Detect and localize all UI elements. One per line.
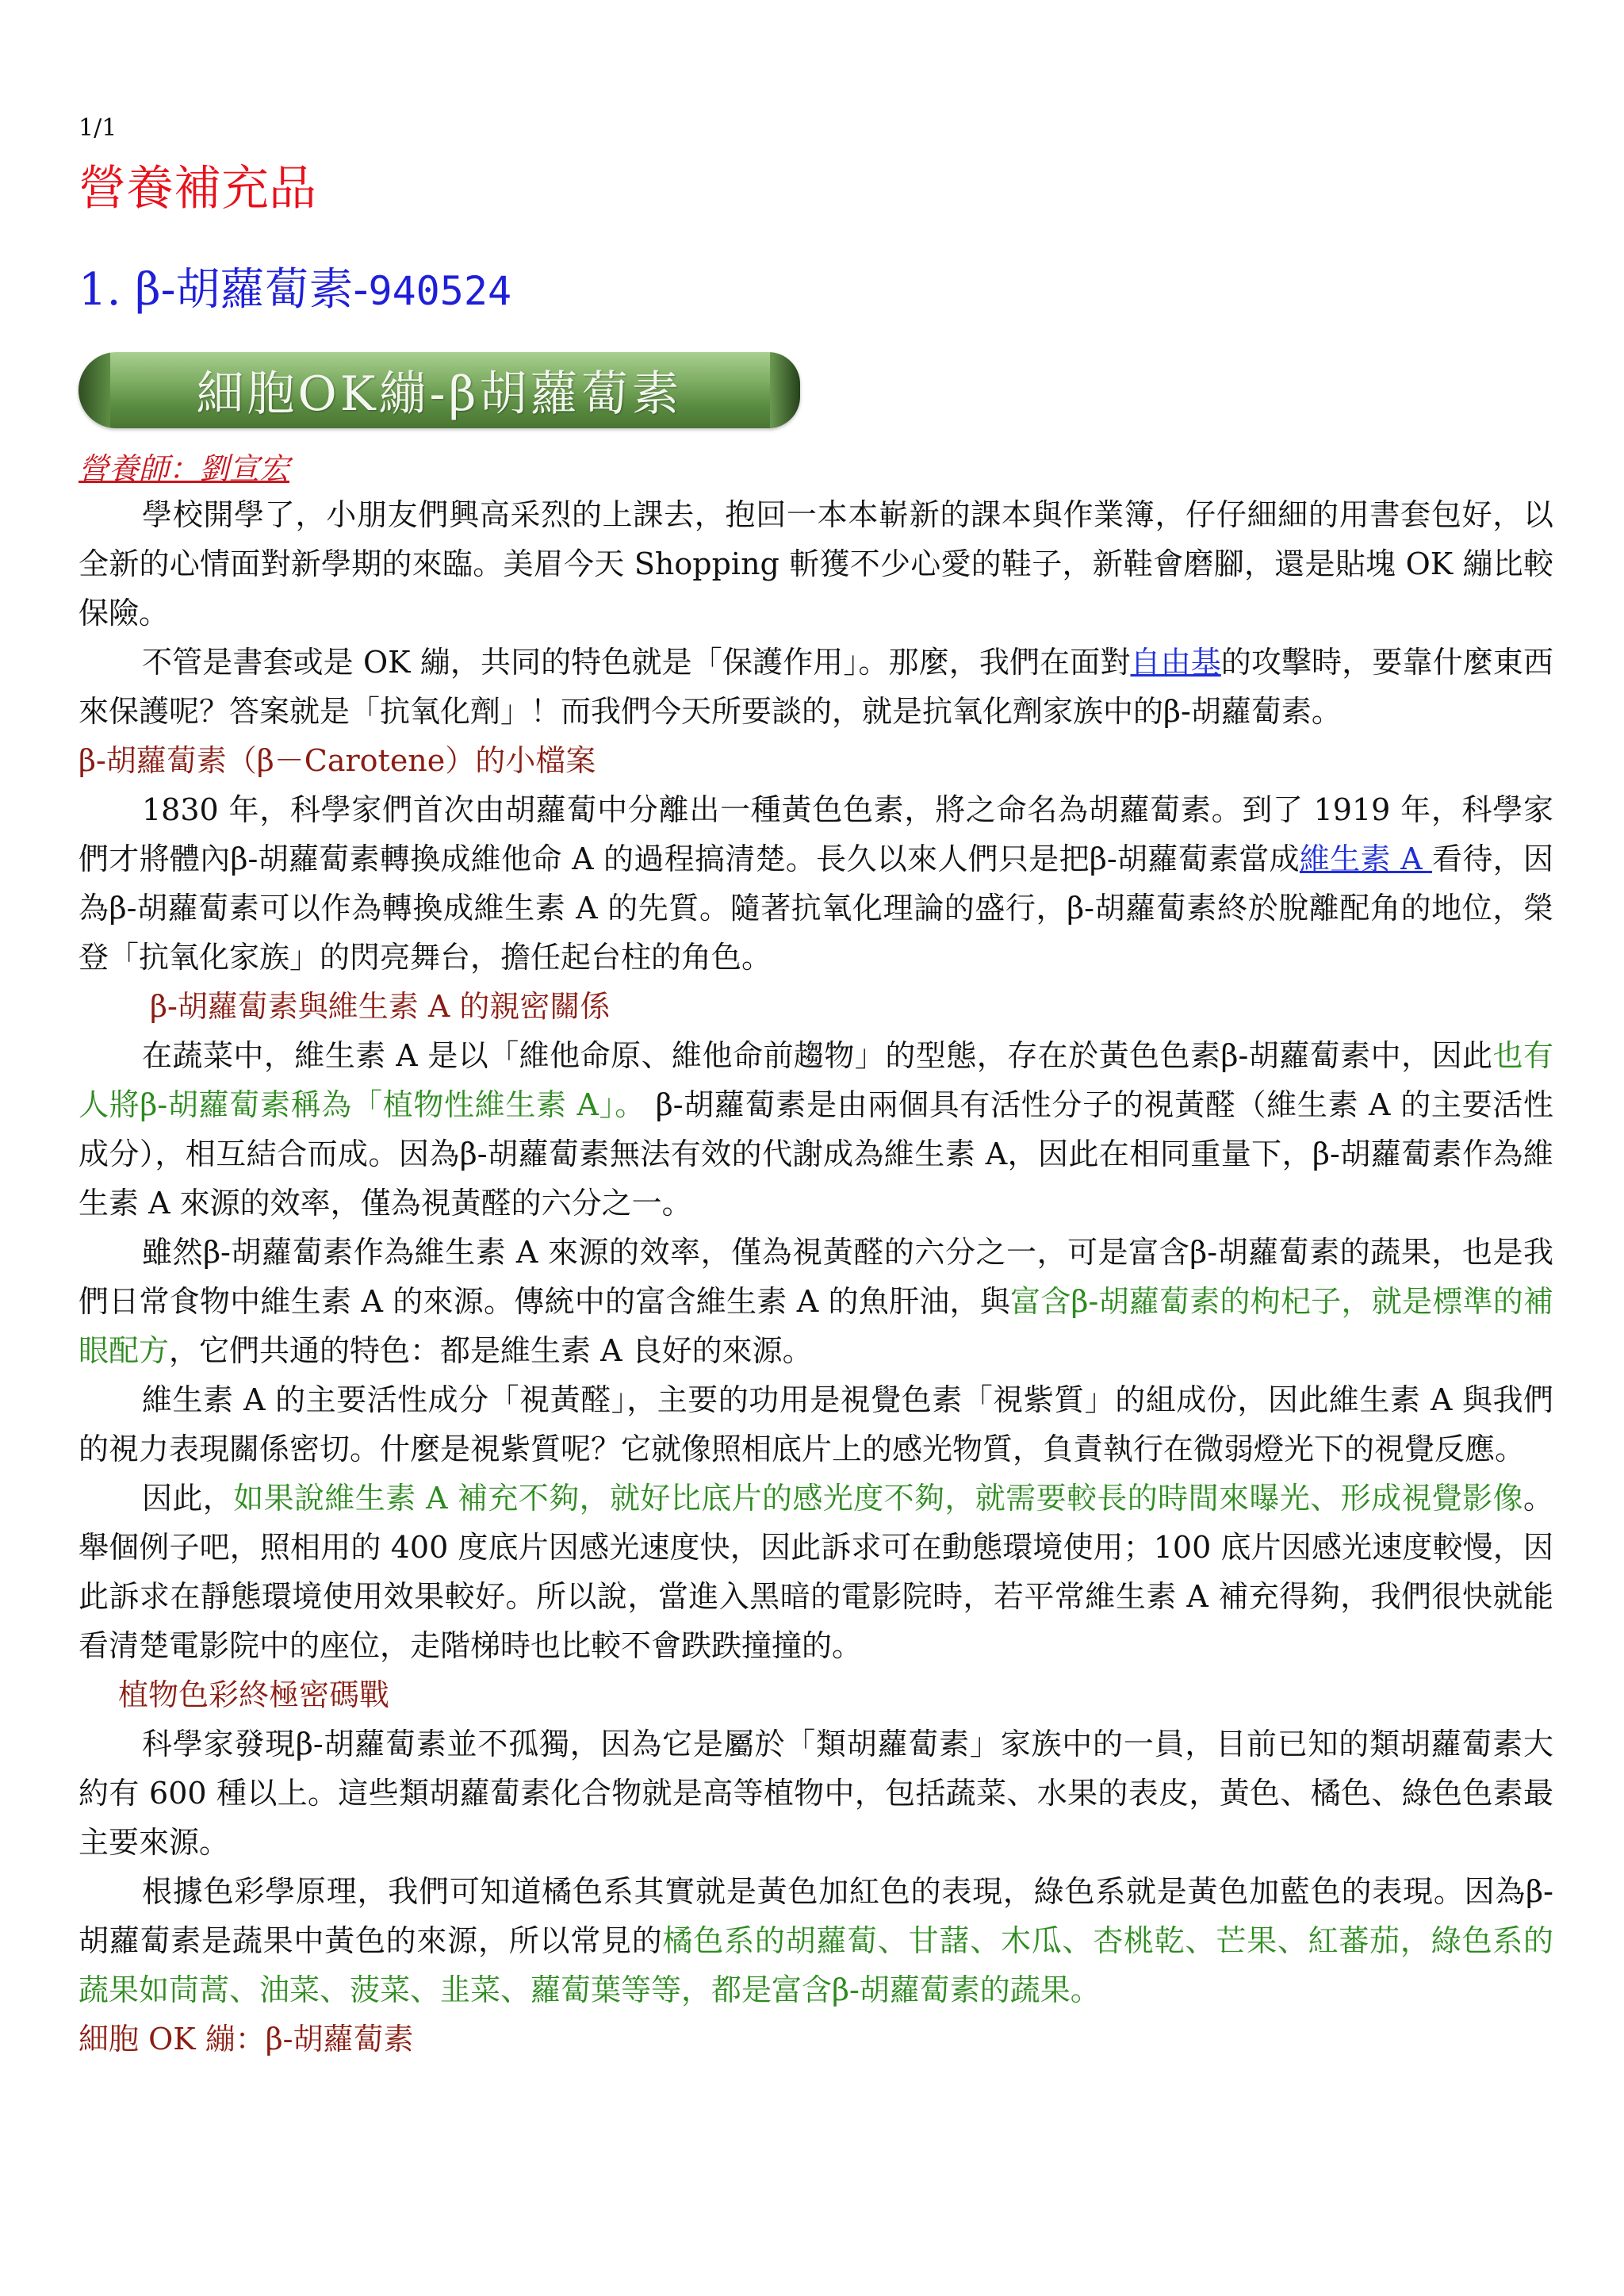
text: 。舉個例子吧，照相用的 400 度底片因感光速度快，因此訴求可在動態環境使用；100 底片因感光速度較慢，因此訴求在靜態環境使用效果較好。所以說，當進入黑暗的電影院時，若平常維生素 A 補充得夠，我們很快就能看清楚電影院中的座位，走階梯時也比較不會跌跌撞撞的。 (79, 1481, 1553, 1663)
author-link[interactable]: 營養師：劉宣宏 (79, 451, 290, 486)
page-number: 1/1 (79, 114, 117, 142)
vitamin-a-link[interactable]: 維生素 A (1299, 841, 1433, 876)
subheading-ok-bandage: 細胞 OK 繃：β-胡蘿蔔素 (79, 2022, 414, 2056)
paragraph-history (79, 785, 1553, 982)
text: β-胡蘿蔔素是由兩個具有活性分子的視黃醛（維生素 A 的主要活性成分），相互結合而成。因為β-胡蘿蔔素無法有效的代謝成為維生素 A，因此在相同重量下，β-胡蘿蔔素作為維生素 A 來源的效率，僅為視黃醛的六分之一。 (79, 1087, 1553, 1221)
article-body (79, 490, 1553, 2064)
section-number: 1. (79, 264, 121, 316)
highlight-text: 也有人將β-胡蘿蔔素稱為「植物性維生素 A」。 (79, 1038, 1553, 1122)
subheading-profile: β-胡蘿蔔素（β－Carotene）的小檔案 (79, 743, 596, 778)
text: 根據色彩學原理，我們可知道橘色系其實就是黃色加紅色的表現，綠色系就是黃色加藍色的表現。因為β-胡蘿蔔素是蔬果中黃色的來源，所以常見的 (79, 1874, 1553, 1958)
free-radical-link[interactable]: 自由基 (1130, 645, 1221, 680)
article-banner (79, 352, 800, 428)
text: 因此， (142, 1481, 234, 1516)
paragraph-intro-text: 學校開學了，小朋友們興高采烈的上課去，抱回一本本嶄新的課本與作業簿，仔仔細細的用書套包好，以全新的心情面對新學期的來臨。美眉今天 Shopping 斬獲不少心愛的鞋子，新鞋會磨腳，還是貼塊 OK 繃比較保險。 (79, 497, 1553, 631)
highlight-text: 如果說維生素 A 補充不夠，就好比底片的感光度不夠，就需要較長的時間來曝光、形成視覺影像 (233, 1481, 1523, 1516)
paragraph-relation (79, 1031, 1553, 1228)
text: 1830 年，科學家們首次由胡蘿蔔中分離出一種黃色色素，將之命名為胡蘿蔔素。到了 1919 年，科學家們才將體內β-胡蘿蔔素轉換成維他命 A 的過程搞清楚。長久以來人們只是把β-胡蘿蔔素當成 (79, 792, 1553, 876)
section-heading (79, 264, 512, 316)
text: 看待，因為β-胡蘿蔔素可以作為轉換成維生素 A 的先質。隨著抗氧化理論的盛行，β-胡蘿蔔素終於脫離配角的地位，榮登「抗氧化家族」的閃亮舞台，擔任起台柱的角色。 (79, 841, 1553, 975)
text: 雖然β-胡蘿蔔素作為維生素 A 來源的效率，僅為視黃醛的六分之一，可是富含β-胡蘿蔔素的蔬果，也是我們日常食物中維生素 A 的來源。傳統中的富含維生素 A 的魚肝油，與 (79, 1235, 1553, 1319)
paragraph-film (79, 1474, 1553, 1670)
paragraph-vision (79, 1375, 1553, 1474)
text: 的攻擊時，要靠什麼東西來保護呢？答案就是「抗氧化劑」！而我們今天所要談的，就是抗氧化劑家族中的β-胡蘿蔔素。 (79, 645, 1553, 729)
text: 科學家發現β-胡蘿蔔素並不孤獨，因為它是屬於「類胡蘿蔔素」家族中的一員，目前已知的類胡蘿蔔素大約有 600 種以上。這些類胡蘿蔔素化合物就是高等植物中，包括蔬菜、水果的表皮，黃色、橘色、綠色色素最主要來源。 (79, 1727, 1553, 1860)
text: 維生素 A 的主要活性成分「視黃醛」，主要的功用是視覺色素「視紫質」的組成份，因此維生素 A 與我們的視力表現關係密切。什麼是視紫質呢？它就像照相底片上的感光物質，負責執行在微弱燈光下的視覺反應。 (79, 1382, 1553, 1466)
paragraph-intro (79, 490, 1553, 638)
article-banner-text: 細胞OK繃-β胡蘿蔔素 (196, 366, 683, 422)
text: ，它們共通的特色：都是維生素 A 良好的來源。 (169, 1333, 813, 1368)
section-heading-text: β-胡蘿蔔素- (135, 264, 369, 316)
text: 不管是書套或是 OK 繃，共同的特色就是「保護作用」。那麼，我們在面對 (142, 645, 1131, 680)
highlight-text: 橘色系的胡蘿蔔、甘藷、木瓜、杏桃乾、芒果、紅蕃茄，綠色系的蔬果如茼蒿、油菜、菠菜、韭菜、蘿蔔葉等等，都是富含β-胡蘿蔔素的蔬果。 (79, 1923, 1553, 2007)
paragraph-carotenoids (79, 1719, 1553, 1867)
paragraph-color-theory (79, 1867, 1553, 2014)
page-title: 營養補充品 (79, 161, 316, 217)
section-heading-code: 940524 (368, 268, 512, 314)
paragraph-efficiency (79, 1228, 1553, 1375)
text: 在蔬菜中，維生素 A 是以「維他命原、維他命前趨物」的型態，存在於黃色色素β-胡蘿蔔素中，因此 (142, 1038, 1493, 1073)
paragraph-free-radical (79, 638, 1553, 736)
subheading-colors: 植物色彩終極密碼戰 (118, 1677, 390, 1712)
subheading-relation: β-胡蘿蔔素與維生素 A 的親密關係 (150, 989, 611, 1024)
highlight-text: 富含β-胡蘿蔔素的枸杞子，就是標準的補眼配方 (79, 1284, 1553, 1368)
